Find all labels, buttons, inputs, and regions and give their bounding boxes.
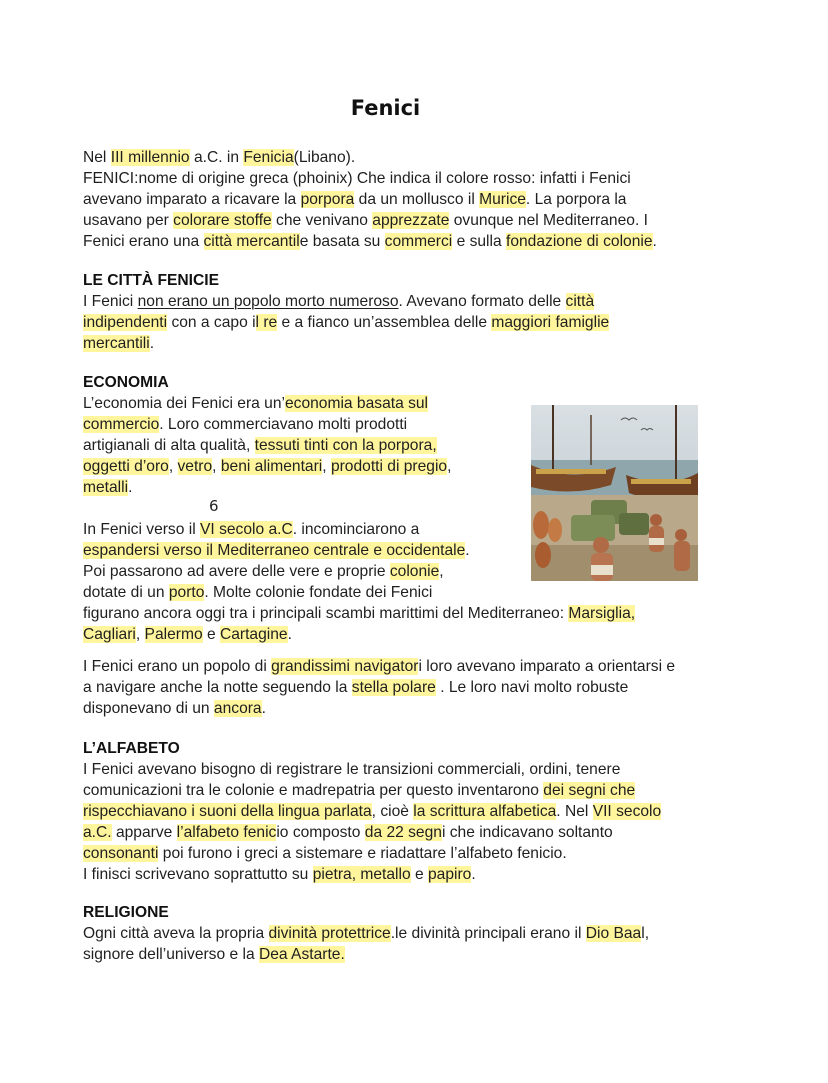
- intro-paragraph: [83, 147, 743, 252]
- handwritten-annotation: 6: [209, 497, 219, 515]
- citta-line-3: mercantili.: [83, 335, 155, 352]
- intro-line-1: Nel III millennio a.C. in Fenicia(Libano).: [83, 149, 356, 166]
- navigatori-paragraph: [83, 656, 743, 719]
- intro-line-3: avevano imparato a ricavare la porpora da un mollusco il Murice. La porpora la: [83, 191, 627, 208]
- religione-heading: RELIGIONE: [83, 904, 169, 921]
- religione-line-2: signore dell’universo e la Dea Astarte.: [83, 946, 345, 963]
- economia-line-2: commercio. Loro commerciavano molti prodotti: [83, 416, 408, 433]
- religione-section: [83, 902, 743, 965]
- economia-line-8: Poi passarono ad avere delle vere e proprie colonie,: [83, 563, 444, 580]
- economia-line-4: oggetti d’oro, vetro, beni alimentari, prodotti di pregio,: [83, 458, 452, 475]
- page-title: Fenici: [350, 96, 421, 120]
- economia-line-1: L’economia dei Fenici era un’economia basata sul: [83, 395, 429, 412]
- intro-line-2: FENICI:nome di origine greca (phoinix) Che indica il colore rosso: infatti i Fenici: [83, 170, 631, 187]
- alfabeto-line-2: comunicazioni tra le colonie e madrepatria per questo inventarono dei segni che: [83, 782, 636, 799]
- alfabeto-line-5: consonanti poi furono i greci a sistemare e riadattare l’alfabeto fenicio.: [83, 845, 567, 862]
- alfabeto-line-3: rispecchiavano i suoni della lingua parlata, cioè la scrittura alfabetica. Nel VII secolo: [83, 803, 662, 820]
- alfabeto-line-1: I Fenici avevano bisogno di registrare le transizioni commerciali, ordini, tenere: [83, 761, 621, 778]
- economia-line-10: figurano ancora oggi tra i principali scambi marittimi del Mediterraneo: Marsiglia,: [83, 605, 636, 622]
- economia-heading: ECONOMIA: [83, 374, 169, 391]
- economia-line-9: dotate di un porto. Molte colonie fondate dei Fenici: [83, 584, 433, 601]
- citta-line-1: I Fenici non erano un popolo morto numeroso. Avevano formato delle città: [83, 293, 595, 310]
- navigatori-line-1: I Fenici erano un popolo di grandissimi navigatori loro avevano imparato a orientarsi e: [83, 658, 676, 675]
- navigatori-line-3: disponevano di un ancora.: [83, 700, 266, 717]
- phoenician-harbor-illustration: [531, 405, 698, 581]
- economia-line-3: artigianali di alta qualità, tessuti tinti con la porpora,: [83, 437, 437, 454]
- economia-line-6: In Fenici verso il VI secolo a.C. incominciarono a: [83, 521, 420, 538]
- citta-heading: LE CITTÀ FENICIE: [83, 272, 220, 289]
- navigatori-line-2: a navigare anche la notte seguendo la stella polare . Le loro navi molto robuste: [83, 679, 629, 696]
- alfabeto-section: [83, 738, 743, 885]
- citta-line-2: indipendenti con a capo il re e a fianco un’assemblea delle maggiori famiglie: [83, 314, 610, 331]
- alfabeto-line-6: I finisci scrivevano soprattutto su pietra, metallo e papiro.: [83, 866, 476, 883]
- alfabeto-line-4: a.C. apparve l’alfabeto fenicio composto da 22 segni che indicavano soltanto: [83, 824, 613, 841]
- intro-line-4: usavano per colorare stoffe che venivano apprezzate ovunque nel Mediterraneo. I: [83, 212, 648, 229]
- economia-line-7: espandersi verso il Mediterraneo centrale e occidentale.: [83, 542, 470, 559]
- intro-line-5: Fenici erano una città mercantile basata su commerci e sulla fondazione di colonie.: [83, 233, 657, 250]
- economia-line-5: metalli.: [83, 479, 133, 496]
- economia-line-11: Cagliari, Palermo e Cartagine.: [83, 626, 292, 643]
- alfabeto-heading: L’ALFABETO: [83, 740, 180, 757]
- religione-line-1: Ogni città aveva la propria divinità protettrice.le divinità principali erano il Dio Baal,: [83, 925, 650, 942]
- citta-section: [83, 270, 743, 354]
